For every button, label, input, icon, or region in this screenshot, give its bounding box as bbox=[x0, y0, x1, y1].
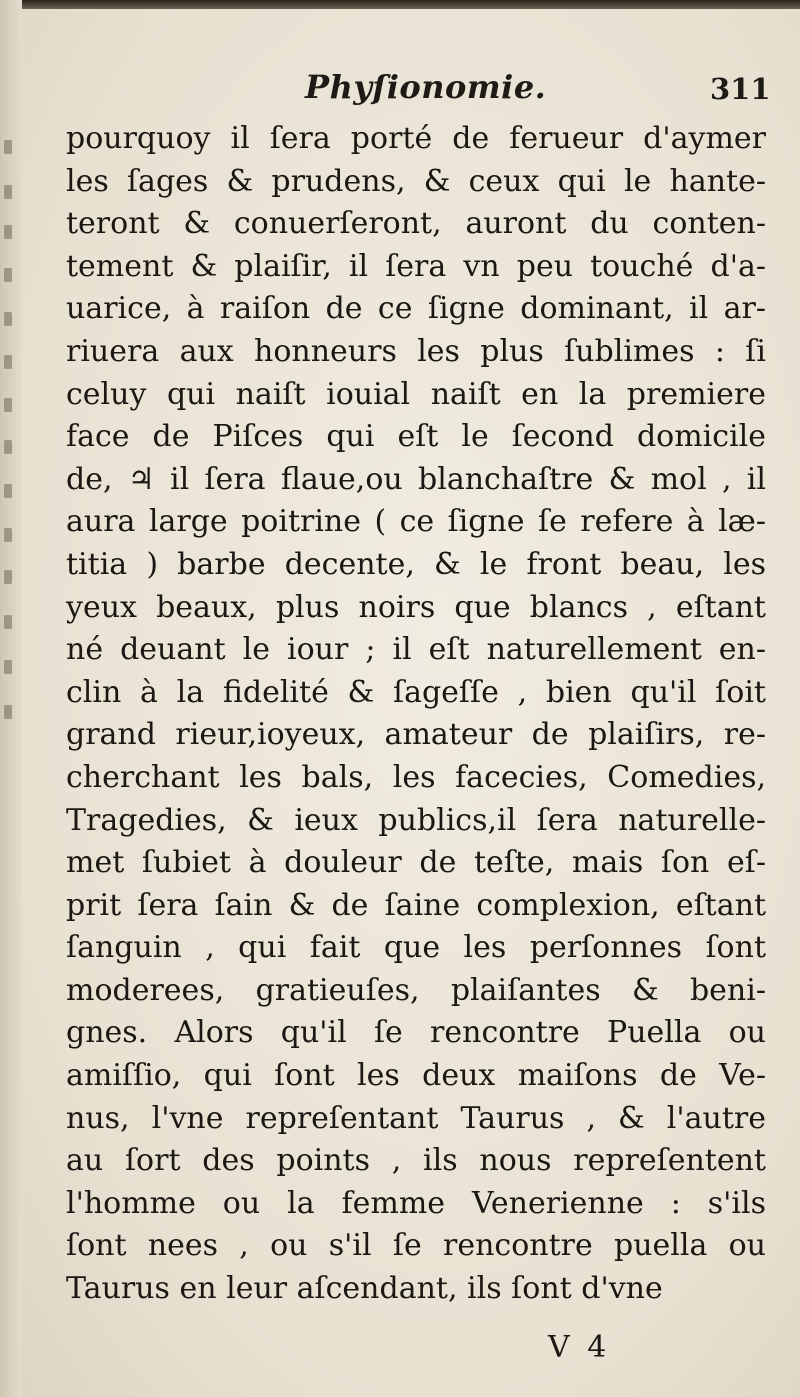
text-line: ſont nees , ou s'il ſe rencontre puella ou bbox=[66, 1228, 766, 1264]
text-line: Tragedies, & ieux publics,il ſera naturelle- bbox=[66, 802, 766, 838]
text-line: uarice, à raiſon de ce ſigne dominant, il ar- bbox=[66, 291, 766, 327]
bleed-through-mark bbox=[4, 185, 12, 199]
bleed-through-mark bbox=[4, 615, 12, 629]
bleed-through-mark bbox=[4, 268, 12, 282]
page-top-edge bbox=[0, 0, 800, 9]
text-line: teront & conuerſeront, auront du conten- bbox=[66, 206, 766, 242]
text-line: né deuant le iour ; il eſt naturellement en- bbox=[66, 632, 766, 668]
text-line: les ſages & prudens, & ceux qui le hante- bbox=[66, 163, 766, 199]
text-line: tement & plaiſir, il ſera vn peu touché d'a- bbox=[66, 248, 766, 284]
bleed-through-mark bbox=[4, 355, 12, 369]
text-line: gnes. Alors qu'il ſe rencontre Puella ou bbox=[66, 1015, 766, 1051]
text-line: au ſort des points , ils nous repreſentent bbox=[66, 1143, 766, 1179]
text-line: prit ſera ſain & de ſaine complexion, eſtant bbox=[66, 887, 766, 923]
text-line: yeux beaux, plus noirs que blancs , eſtant bbox=[66, 589, 766, 625]
body-text bbox=[66, 118, 766, 1311]
running-head bbox=[0, 64, 800, 114]
page-gutter bbox=[0, 0, 22, 1397]
signature-mark: V 4 bbox=[548, 1330, 611, 1365]
text-line: grand rieur,ioyeux, amateur de plaiſirs, re- bbox=[66, 717, 766, 753]
text-line: ſanguin , qui fait que les perſonnes ſont bbox=[66, 930, 766, 966]
text-line: Taurus en leur aſcendant, ils ſont d'vne bbox=[66, 1271, 663, 1307]
text-line: cherchant les bals, les facecies, Comedies, bbox=[66, 759, 766, 795]
text-line: met ſubiet à douleur de teſte, mais ſon eſ- bbox=[66, 845, 766, 881]
bleed-through-mark bbox=[4, 312, 12, 326]
text-line: nus, l'vne repreſentant Taurus , & l'autre bbox=[66, 1100, 766, 1136]
bleed-through-mark bbox=[4, 484, 12, 498]
text-line: clin à la fidelité & ſageſſe , bien qu'il ſoit bbox=[66, 674, 766, 710]
running-title: Phyſionomie. bbox=[305, 68, 547, 106]
text-line: de, ♃ il ſera flaue,ou blanchaſtre & mol , il bbox=[66, 461, 766, 497]
text-line: face de Piſces qui eſt le ſecond domicile bbox=[66, 419, 766, 455]
text-line: titia ) barbe decente, & le front beau, les bbox=[66, 546, 766, 582]
page-number: 311 bbox=[710, 72, 771, 106]
text-line: riuera aux honneurs les plus ſublimes : ſi bbox=[66, 333, 766, 369]
text-line: aura large poitrine ( ce ſigne ſe refere à læ- bbox=[66, 504, 766, 540]
bleed-through-mark bbox=[4, 440, 12, 454]
text-line: celuy qui naiſt iouial naiſt en la premiere bbox=[66, 376, 766, 412]
bleed-through-mark bbox=[4, 140, 12, 154]
bleed-through-mark bbox=[4, 705, 12, 719]
text-line: amiſſio, qui ſont les deux maiſons de Ve- bbox=[66, 1058, 766, 1094]
text-line: pourquoy il ſera porté de ferueur d'aymer bbox=[66, 121, 766, 156]
bleed-through-mark bbox=[4, 660, 12, 674]
bleed-through-mark bbox=[4, 225, 12, 239]
text-line: moderees, gratieuſes, plaiſantes & beni- bbox=[66, 972, 766, 1008]
bleed-through-mark bbox=[4, 570, 12, 584]
bleed-through-mark bbox=[4, 528, 12, 542]
text-line: l'homme ou la femme Venerienne : s'ils bbox=[66, 1185, 766, 1221]
bleed-through-mark bbox=[4, 398, 12, 412]
